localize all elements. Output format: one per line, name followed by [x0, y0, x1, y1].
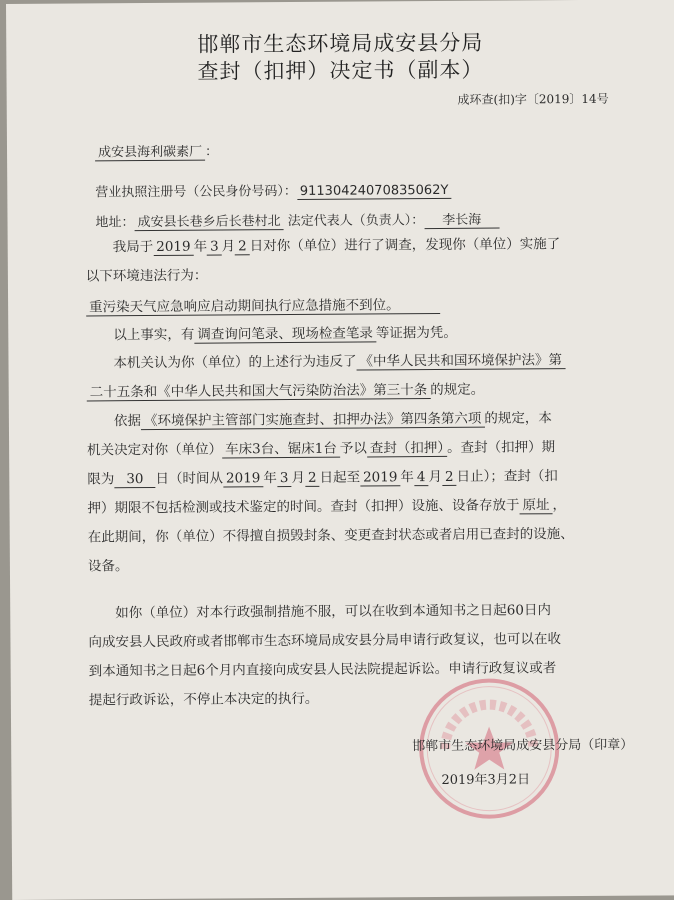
license-value: 91130424070835062Y [297, 183, 452, 200]
text: 日止）；查封（扣 [456, 468, 558, 485]
seized-objects: 车床3台、锯床1台 [222, 441, 340, 459]
text: 押）期限不包括检测或技术鉴定的时间。查封（扣押）设施、设备存放于 [87, 497, 520, 517]
address-row [95, 209, 499, 231]
rep-label: 法定代表人（负责人）： [287, 213, 425, 230]
party-name: 成安县海利碳素厂 [95, 145, 205, 162]
text: 日对你（单位）进行了调查，发现你（单位）实施了 [249, 236, 561, 255]
text: 等证据为凭。 [375, 324, 457, 342]
to-day: 2 [442, 469, 457, 486]
text: 予以 [339, 440, 367, 457]
text: 月 [291, 469, 306, 487]
text: 年 [193, 238, 208, 255]
appeal-line1: 如你（单位）对本行政强制措施不服，可以在收到本通知书之日起60日内 [115, 602, 551, 622]
law-1: 《中华人民共和国环境保护法》第 [356, 352, 565, 370]
document-page [6, 0, 674, 900]
address-value: 成安县长巷乡后长巷村北 [134, 214, 283, 231]
evidence-items: 调查询问笔录、现场检查笔录 [194, 325, 376, 343]
text: 日起至 [319, 469, 361, 486]
from-month: 3 [277, 470, 292, 487]
text: 限为 [87, 471, 115, 488]
inv-year: 2019 [153, 239, 193, 256]
decision-action: 查封（扣押） [367, 440, 447, 458]
party-name-row [95, 141, 218, 161]
rep-value: 李长海 [424, 213, 499, 230]
text: 以上事实，有 [113, 326, 195, 344]
decision-paragraph [87, 404, 616, 582]
text: 的规定。 [430, 381, 485, 399]
violation-text: 重污染天气应急响应启动期间执行应急措施不到位。 [86, 297, 440, 316]
decision-line5: 在此期间，你（单位）不得擅自损毁封条、变更查封状态或者启用已查封的设施、 [87, 526, 574, 546]
text: 本机关认为你（单位）的上述行为违反了 [113, 353, 357, 372]
basis-paragraph [86, 346, 614, 408]
document-number: 成环查(扣)字〔2019〕14号 [457, 91, 609, 107]
decision-rule: 《环境保护主管部门实施查封、扣押办法》第四条第六项 [141, 411, 485, 430]
license-label: 营业执照注册号（公民身份号码）： [95, 183, 297, 201]
text: 日（时间从 [155, 470, 224, 487]
document-subtitle: 查封（扣押）决定书（副本） [197, 57, 484, 84]
text: 月 [428, 468, 443, 486]
issuing-authority: 邯郸市生态环境局成安县分局（印章） [412, 737, 634, 755]
address-label: 地址： [95, 215, 135, 231]
period-days: 30 [114, 471, 155, 488]
to-month: 4 [414, 469, 429, 486]
text: ， [552, 497, 567, 514]
appeal-line4: 提起行政诉讼，不停止本决定的执行。 [88, 690, 319, 709]
text: 机关决定对你（单位） [87, 441, 223, 459]
text: 的规定，本 [484, 410, 552, 427]
from-day: 2 [305, 470, 320, 487]
text: 我局于 [112, 238, 154, 256]
appeal-line3: 到本通知书之日起6个月内直接向成安县人民法院提起诉讼。申请行政复议或者 [88, 660, 557, 680]
text: 月 [221, 238, 236, 255]
decision-line6: 设备。 [87, 558, 129, 575]
text: 。查封（扣押）期 [446, 439, 556, 456]
document-title: 邯郸市生态环境局成安县分局 [197, 30, 484, 57]
inv-month: 3 [207, 239, 222, 256]
text: 年 [400, 469, 414, 486]
inv-day: 2 [235, 238, 250, 255]
investigation-paragraph [86, 230, 615, 323]
from-year: 2019 [223, 470, 263, 487]
to-year: 2019 [360, 469, 400, 486]
investigation-line2: 以下环境违法行为： [85, 267, 208, 285]
text: 年 [263, 470, 277, 487]
appeal-line2: 向成安县人民政府或者邯郸市生态环境局成安县分局申请行政复议，也可以在收 [88, 631, 562, 651]
storage-location: 原址 [519, 497, 552, 514]
issue-date: 2019年3月2日 [441, 772, 531, 788]
text: 依据 [113, 413, 141, 430]
law-2: 二十五条和《中华人民共和国大气污染防治法》第三十条 [87, 382, 431, 401]
party-name-suffix: ： [205, 144, 219, 160]
license-row [95, 179, 451, 200]
